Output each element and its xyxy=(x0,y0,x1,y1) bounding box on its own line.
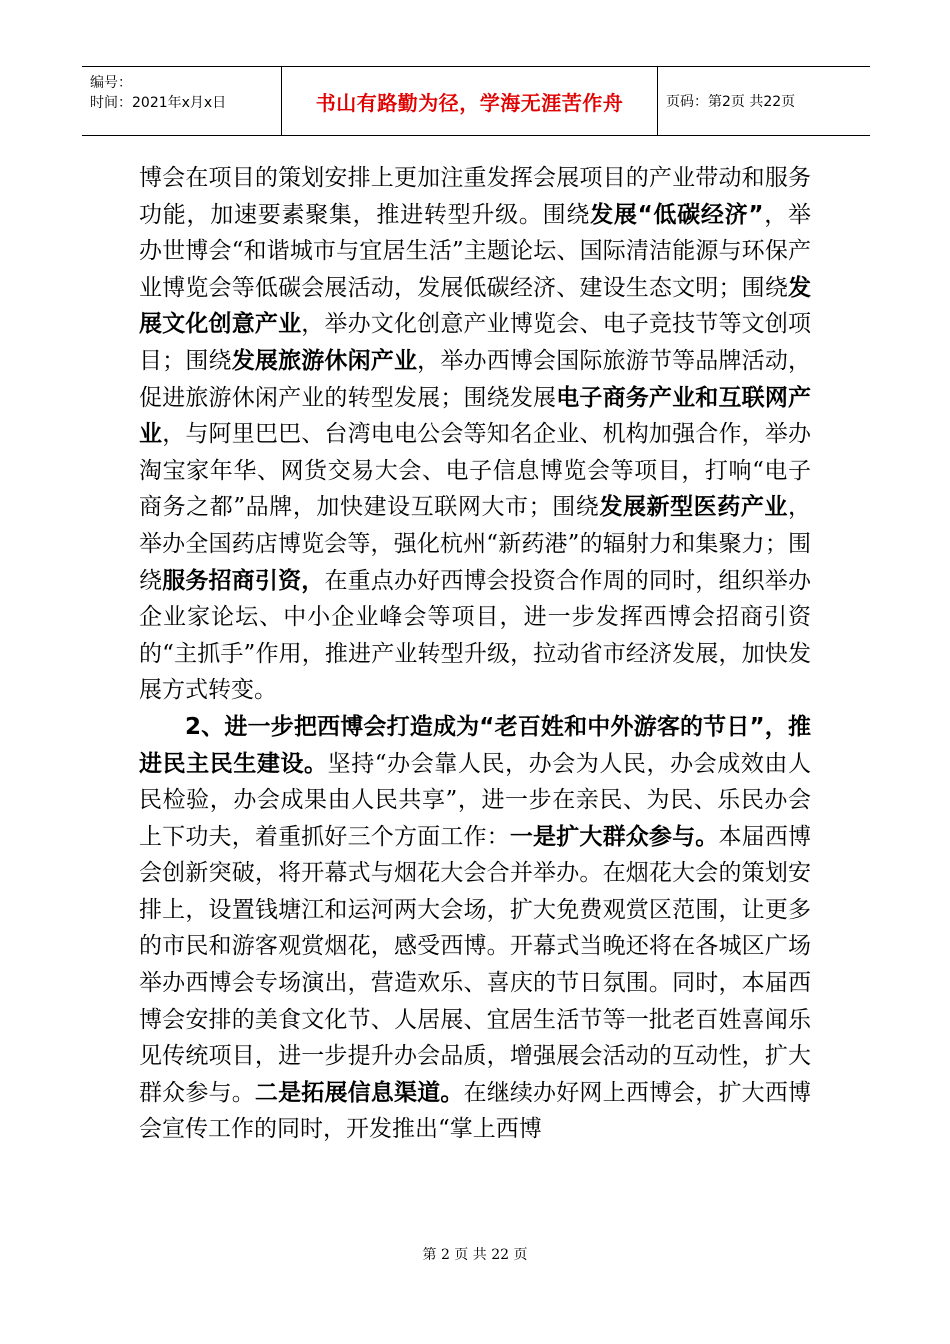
header-motto: 书山有路勤为径，学海无涯苦作舟 xyxy=(282,67,658,135)
page-footer: 第 2 页 共 22 页 xyxy=(422,1247,528,1263)
paragraph-festival: 2、进一步把西博会打造成为“老百姓和中外游客的节日”，推进民主民生建设。坚持“办会靠人民，办会为人民，办会成效由人民检验，办会成果由人民共享”，进一步在亲民、为民、乐民办会上下功夫，着重抓好三个方面工作：一是扩大群众参与。本届西博会创新突破，将开幕式与烟花大会合并举办。在烟花大会的策划安排上，设置钱塘江和运河两大会场，扩大免费观赏区范围，让更多的市民和游客观赏烟花，感受西博。开幕式当晚还将在各城区广场举办西博会专场演出，营造欢乐、喜庆的节日氛围。同时，本届西博会安排的美食文化节、人居展、宜居生活节等一批老百姓喜闻乐见传统项目，进一步提升办会品质，增强展会活动的互动性，扩大群众参与。二是拓展信息渠道。在继续办好网上西博会，扩大西博会宣传工作的同时，开发推出“掌上西博 xyxy=(139,713,812,1143)
header-meta xyxy=(82,67,282,135)
header-page-info: 页码：第2页 共22页 xyxy=(666,94,796,110)
document-number: 编号： xyxy=(90,75,132,91)
page-header xyxy=(82,66,870,136)
document-date: 时间：2021年x月x日 xyxy=(90,95,227,111)
paragraph-industry: 博会在项目的策划安排上更加注重发挥会展项目的产业带动和服务功能，加速要素聚集，推进转型升级。围绕发展“低碳经济”，举办世博会“和谐城市与宜居生活”主题论坛、国际清洁能源与环保产业博览会等低碳会展活动，发展低碳经济、建设生态文明；围绕发展文化创意产业，举办文化创意产业博览会、电子竞技节等文创项目；围绕发展旅游休闲产业，举办西博会国际旅游节等品牌活动，促进旅游休闲产业的转型发展；围绕发展电子商务产业和互联网产业，与阿里巴巴、台湾电电公会等知名企业、机构加强合作，举办淘宝家年华、网货交易大会、电子信息博览会等项目，打响“电子商务之都”品牌，加快建设互联网大市；围绕发展新型医药产业，举办全国药店博览会等，强化杭州“新药港”的辐射力和集聚力；围绕服务招商引资，在重点办好西博会投资合作周的同时，组织举办企业家论坛、中小企业峰会等项目，进一步发挥西博会招商引资的“主抓手”作用，推进产业转型升级，拉动省市经济发展，加快发展方式转变。 xyxy=(139,165,812,704)
document-body xyxy=(139,160,811,1148)
